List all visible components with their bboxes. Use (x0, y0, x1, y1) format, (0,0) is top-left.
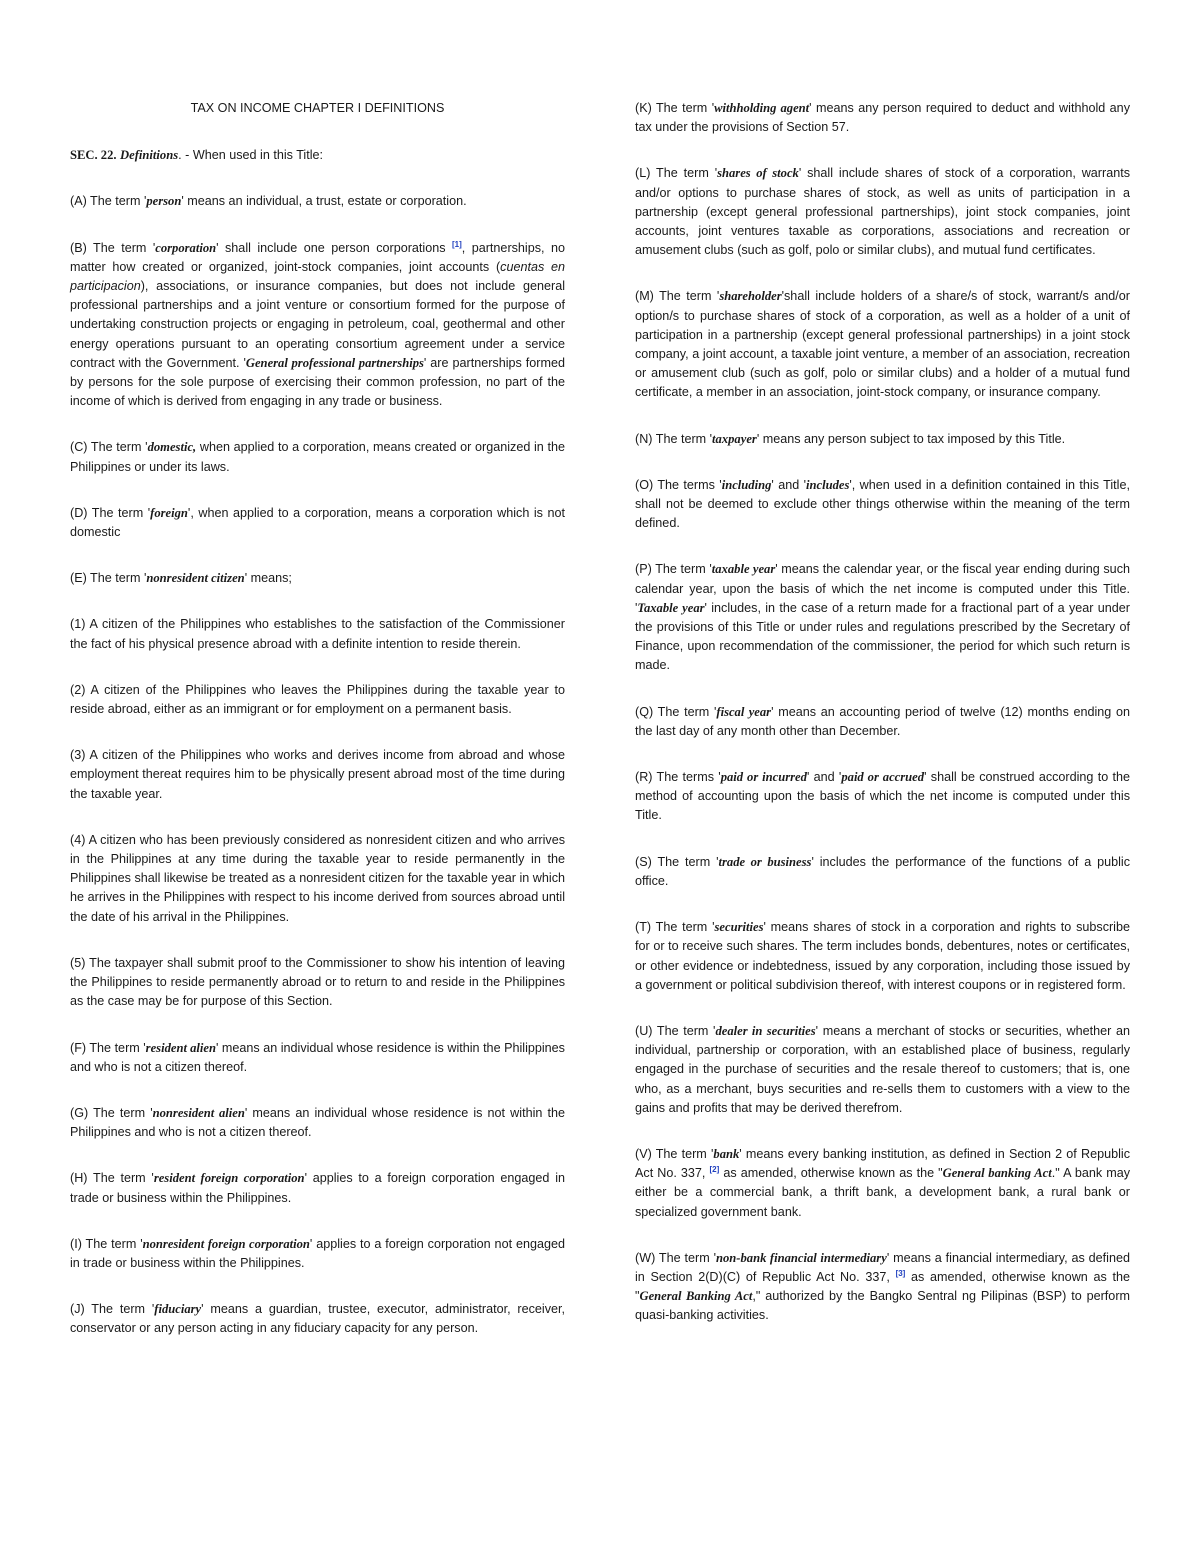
text: (M) The term ' (635, 289, 720, 304)
definition-w (635, 1249, 1130, 1326)
text: (I) The term ' (70, 1236, 143, 1251)
definition-v (635, 1145, 1130, 1222)
text: (J) The term ' (70, 1302, 155, 1317)
definition-n (635, 430, 1130, 449)
definition-r (635, 768, 1130, 826)
text: ' applies to a foreign corporation not engaged in trade or business within the Philippines. (70, 1236, 565, 1270)
text: ' shall be construed according to the method of accounting upon the basis of which the net income is computed under this Title. (635, 770, 1131, 823)
definition-i (70, 1235, 565, 1273)
text: (N) The term ' (635, 431, 713, 446)
definition-u (635, 1022, 1130, 1118)
right-column (635, 99, 1130, 1353)
defined-term: nonresident foreign corporation (142, 1236, 310, 1251)
defined-term: including (721, 477, 772, 492)
text: ' means a financial intermediary, as defined in Section 2(D)(C) of Republic Act No. 337, (635, 1250, 1130, 1284)
defined-term: corporation (155, 240, 217, 255)
text: when applied to a corporation, means created or organized in the Philippines or under its laws. (70, 440, 565, 474)
text: ' means an accounting period of twelve (12) months ending on the last day of any month other than December. (635, 704, 1130, 738)
text: 'shall include holders of a share/s of stock, warrant/s and/or option/s to purchase shares of stock of a corporation, as well as a holder of a unit of participation in a partnership (except general professional partnerships) in a joint stock company, a joint account, a taxable joint venture, a member of an association, recreation or amusement club (such as golf, polo or similar clubs) and a holder of a mutual fund certificate, a member in an association, joint-stock company, or insurance company. (635, 289, 1130, 400)
text: ' applies to a foreign corporation engaged in trade or business within the Philippines. (70, 1171, 565, 1205)
section-title: Definitions (120, 148, 179, 163)
definition-p (635, 560, 1130, 675)
definition-f (70, 1039, 565, 1077)
text: ' means an individual whose residence is within the Philippines and who is not a citizen thereof. (70, 1040, 565, 1074)
definition-c (70, 438, 565, 476)
definition-e-5: (5) The taxpayer shall submit proof to the Commissioner to show his intention of leaving the Philippines to reside permanently abroad or to return to and reside in the Philippines as the case may be for purpose of this Section. (70, 955, 565, 1009)
text: (P) The term ' (635, 562, 712, 577)
definition-o (635, 476, 1130, 534)
definition-m (635, 287, 1130, 402)
text: ' means a guardian, trustee, executor, administrator, receiver, conservator or any person acting in any fiduciary capacity for any person. (70, 1302, 566, 1336)
definition-e-1: (1) A citizen of the Philippines who establishes to the satisfaction of the Commissioner the fact of his physical presence abroad with a definite intention to reside therein. (70, 617, 565, 651)
defined-term: person (146, 194, 182, 209)
text: (Q) The term ' (635, 704, 717, 719)
text: ' and ' (771, 477, 806, 492)
text: (E) The term ' (70, 571, 147, 586)
text: ," authorized by the Bangko Sentral ng Pilipinas (BSP) to perform quasi-banking activities. (635, 1289, 1130, 1323)
defined-term: dealer in securities (715, 1023, 816, 1038)
defined-term: foreign (150, 505, 188, 520)
definition-e (70, 569, 565, 588)
text: ' means every banking institution, as defined in Section 2 of Republic Act No. 337, (635, 1146, 1130, 1181)
text: ', when used in a definition contained in this Title, shall not be deemed to exclude other things otherwise within the meaning of the term defined. (635, 477, 1130, 531)
defined-term: bank (713, 1146, 740, 1161)
definition-e-3: (3) A citizen of the Philippines who works and derives income from abroad and whose employment thereat requires him to be physically present abroad most of the time during the taxable year. (70, 748, 565, 801)
defined-term: paid or accrued (841, 770, 925, 785)
defined-term: fiduciary (154, 1302, 202, 1317)
definition-h (70, 1169, 565, 1207)
defined-term: includes (806, 477, 850, 492)
text: (D) The term ' (70, 505, 151, 520)
text: ' means an individual, a trust, estate or corporation. (181, 194, 467, 209)
text: ." A bank may either be a commercial bank, a thrift bank, a development bank, a rural bank or specialized government bank. (635, 1166, 1130, 1219)
text: ' includes, in the case of a return made for a fractional part of a year under the provisions of this Title or under rules and regulations prescribed by the Secretary of Finance, upon recommendation of the commissioner, the period for which such return is made. (635, 600, 1130, 673)
italic-text: cuentas en participacion (70, 259, 566, 294)
section-number: SEC. 22. (70, 148, 117, 163)
definition-d (70, 504, 565, 542)
text: ' means a merchant of stocks or securities, whether an individual, partnership or corporation, with an established place of business, regularly engaged in the purchase of securities and the resale thereof to customers; that is, one who, as a merchant, buys securities and re-sells them to customers with a view to the gains and profits that may be derived therefrom. (635, 1023, 1130, 1115)
defined-term: taxpayer (712, 431, 757, 446)
defined-term: fiscal year (716, 704, 772, 719)
defined-term: domestic, (147, 440, 197, 455)
definition-g (70, 1104, 565, 1142)
defined-term: securities (714, 920, 764, 935)
text: as amended, otherwise known as the " (635, 1269, 1131, 1304)
text: (B) The term ' (70, 240, 156, 255)
defined-term: Taxable year (637, 600, 705, 615)
text: ' means any person required to deduct and withhold any tax under the provisions of Section 57. (635, 101, 1130, 135)
definition-j (70, 1300, 565, 1338)
text: ' shall include shares of stock of a corporation, warrants and/or options to purchase shares of stock, as well as units of participation in a partnership (except general professional partnerships), joint stock companies, joint accounts, joint ventures taxable as corporations, associations and recreation or amusement clubs (such as golf, polo or similar clubs), and mutual fund certificates. (635, 166, 1130, 258)
text: ' means shares of stock in a corporation and rights to subscribe for or to receive such shares. The term includes bonds, debentures, notes or certificates, or other evidence or indebtedness, issued by any corporation, including those issued by a government or political subdivision thereof, with interest coupons or in registered form. (635, 920, 1130, 992)
text: (K) The term ' (635, 101, 715, 115)
definition-l (635, 164, 1130, 260)
text: (A) The term ' (70, 194, 147, 209)
text: (C) The term ' (70, 440, 148, 455)
definition-e-2: (2) A citizen of the Philippines who leaves the Philippines during the taxable year to reside abroad, either as an immigrant or for employment on a permanent basis. (70, 682, 565, 717)
left-column (70, 99, 565, 1366)
footnote-link-2[interactable]: [2] (709, 1164, 720, 1174)
text: (R) The terms ' (635, 770, 721, 785)
section-intro: . - When used in this Title: (178, 148, 324, 163)
defined-term: General banking Act (942, 1166, 1052, 1181)
text: ' includes the performance of the functions of a public office. (635, 854, 1130, 888)
defined-term: non-bank financial intermediary (716, 1250, 887, 1265)
defined-term: shareholder (719, 289, 782, 304)
text: (W) The term ' (635, 1250, 716, 1265)
defined-term: shares of stock (717, 166, 799, 181)
definition-a (70, 192, 565, 211)
footnote-link-1[interactable]: [1] (451, 239, 462, 249)
defined-term: withholding agent (714, 101, 810, 115)
defined-term: nonresident citizen (146, 571, 245, 586)
text: ' means the calendar year, or the fiscal year ending during such calendar year, upon the basis of which the net income is computed under this Title. ' (635, 562, 1130, 615)
definition-q (635, 703, 1130, 741)
defined-term: trade or business (718, 854, 812, 869)
text: ' means; (244, 571, 292, 586)
text: (H) The term ' (70, 1171, 154, 1186)
footnote-link-3[interactable]: [3] (895, 1268, 906, 1278)
text: ), associations, or insurance companies, but does not include general professional partnerships and a joint venture or consortium formed for the purpose of undertaking construction projects or engaging in petroleum, coal, geothermal and other energy operations pursuant to an operating consortium agreement under a service contract with the Government. ' (70, 279, 565, 370)
definition-e-4: (4) A citizen who has been previously considered as nonresident citizen and who arrives in the Philippines at any time during the taxable year to reside permanently in the Philippines shall likewise be treated as a nonresident citizen for the taxable year in which he arrives in the Philippines with respect to his income derived from sources abroad until the date of his arrival in the Philippines. (70, 832, 565, 924)
text: ' means any person subject to tax imposed by this Title. (756, 431, 1066, 446)
defined-term: paid or incurred (720, 770, 807, 785)
text: ' and ' (806, 770, 842, 785)
definition-k (635, 99, 1130, 137)
page-title: TAX ON INCOME CHAPTER I DEFINITIONS (190, 101, 445, 115)
text: (F) The term ' (70, 1040, 146, 1055)
text: (U) The term ' (635, 1023, 716, 1038)
section-heading (70, 146, 565, 165)
text: , partnerships, no matter how created or organized, joint-stock companies, joint accounts ( (70, 240, 566, 274)
text: (G) The term ' (70, 1105, 153, 1120)
text: (T) The term ' (635, 920, 715, 935)
definition-s (635, 853, 1130, 891)
text: ' means an individual whose residence is not within the Philippines and who is not a citizen thereof. (70, 1105, 566, 1140)
definition-b (70, 239, 565, 412)
text: ', when applied to a corporation, means a corporation which is not domestic (70, 505, 565, 540)
defined-term: resident alien (145, 1040, 216, 1055)
defined-term: nonresident alien (152, 1105, 245, 1120)
defined-term: General Banking Act (639, 1289, 753, 1304)
text: (S) The term ' (635, 854, 719, 869)
text: as amended, otherwise known as the " (719, 1166, 943, 1181)
defined-term: resident foreign corporation (153, 1171, 305, 1186)
definition-t (635, 918, 1130, 995)
text: (V) The term ' (635, 1146, 714, 1161)
defined-term: General professional partnerships (245, 355, 424, 370)
defined-term: taxable year (711, 562, 776, 577)
text: (L) The term ' (635, 166, 718, 181)
text: ' are partnerships formed by persons for the sole purpose of exercising their common profession, no part of the income of which is derived from engaging in any trade or business. (70, 355, 565, 409)
text: (O) The terms ' (635, 477, 722, 492)
text: ' shall include one person corporations (216, 240, 446, 255)
